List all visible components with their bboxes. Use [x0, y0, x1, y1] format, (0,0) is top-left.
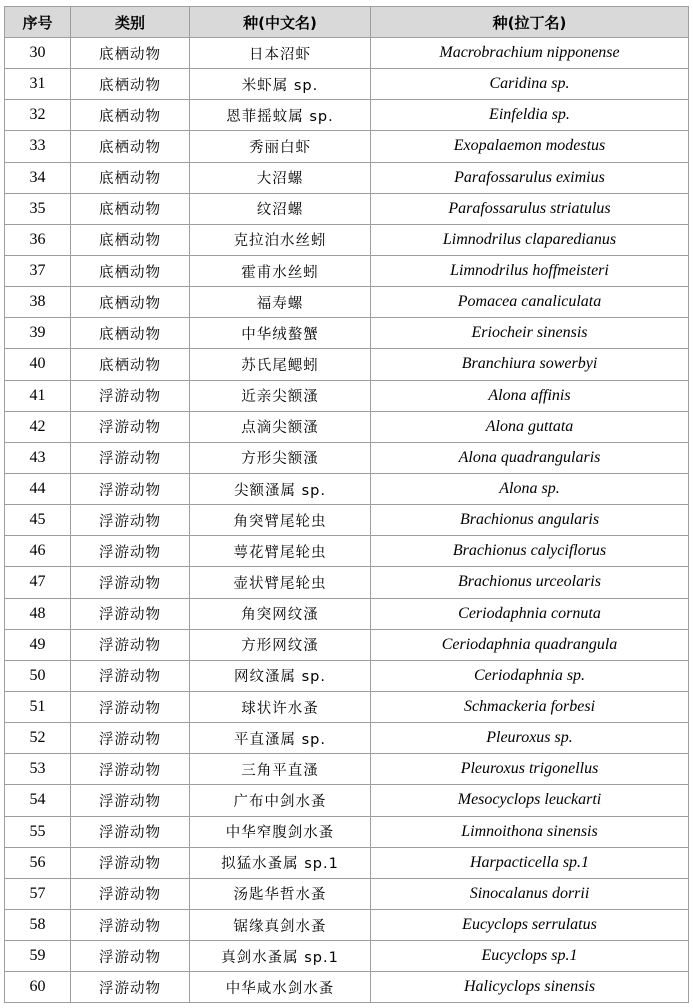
chinese-name-cell: 纹沼螺 — [190, 193, 371, 224]
category-cell: 浮游动物 — [71, 629, 190, 660]
serial-number-cell: 42 — [5, 411, 71, 442]
category-cell: 底栖动物 — [71, 224, 190, 255]
chinese-name-cell: 方形网纹溞 — [190, 629, 371, 660]
chinese-name-cell: 大沼螺 — [190, 162, 371, 193]
chinese-name-cell: 中华咸水剑水蚤 — [190, 972, 371, 1003]
latin-name-cell: Alona sp. — [371, 473, 689, 504]
table-row — [5, 941, 689, 972]
chinese-name-cell: 日本沼虾 — [190, 38, 371, 69]
category-cell: 底栖动物 — [71, 193, 190, 224]
serial-number-cell: 40 — [5, 349, 71, 380]
category-cell: 底栖动物 — [71, 162, 190, 193]
serial-number-cell: 60 — [5, 972, 71, 1003]
serial-number-cell: 59 — [5, 941, 71, 972]
latin-name-cell: Ceriodaphnia cornuta — [371, 598, 689, 629]
category-cell: 浮游动物 — [71, 691, 190, 722]
chinese-name-cell: 苏氏尾鳃蚓 — [190, 349, 371, 380]
category-cell: 浮游动物 — [71, 380, 190, 411]
category-cell: 浮游动物 — [71, 505, 190, 536]
category-cell: 浮游动物 — [71, 442, 190, 473]
latin-name-cell: Parafossarulus striatulus — [371, 193, 689, 224]
serial-number-cell: 30 — [5, 38, 71, 69]
latin-name-cell: Pleuroxus trigonellus — [371, 754, 689, 785]
category-cell: 底栖动物 — [71, 287, 190, 318]
table-row — [5, 505, 689, 536]
table-row — [5, 909, 689, 940]
chinese-name-cell: 三角平直溞 — [190, 754, 371, 785]
serial-number-cell: 36 — [5, 224, 71, 255]
latin-name-cell: Halicyclops sinensis — [371, 972, 689, 1003]
table-row — [5, 567, 689, 598]
category-cell: 浮游动物 — [71, 411, 190, 442]
chinese-name-cell: 中华绒螯蟹 — [190, 318, 371, 349]
table-row — [5, 318, 689, 349]
latin-name-cell: Limnodrilus hoffmeisteri — [371, 255, 689, 286]
header-serial-number: 序号 — [5, 7, 71, 38]
chinese-name-cell: 平直溞属 sp. — [190, 723, 371, 754]
latin-name-cell: Eucyclops serrulatus — [371, 909, 689, 940]
category-cell: 底栖动物 — [71, 100, 190, 131]
category-cell: 浮游动物 — [71, 816, 190, 847]
chinese-name-cell: 克拉泊水丝蚓 — [190, 224, 371, 255]
table-row — [5, 754, 689, 785]
serial-number-cell: 37 — [5, 255, 71, 286]
category-cell: 浮游动物 — [71, 972, 190, 1003]
latin-name-cell: Exopalaemon modestus — [371, 131, 689, 162]
serial-number-cell: 38 — [5, 287, 71, 318]
serial-number-cell: 31 — [5, 69, 71, 100]
latin-name-cell: Pomacea canaliculata — [371, 287, 689, 318]
serial-number-cell: 46 — [5, 536, 71, 567]
category-cell: 底栖动物 — [71, 255, 190, 286]
category-cell: 浮游动物 — [71, 660, 190, 691]
table-row — [5, 193, 689, 224]
chinese-name-cell: 萼花臂尾轮虫 — [190, 536, 371, 567]
serial-number-cell: 34 — [5, 162, 71, 193]
latin-name-cell: Alona quadrangularis — [371, 442, 689, 473]
table-row — [5, 287, 689, 318]
header-latin-name: 种(拉丁名) — [371, 7, 689, 38]
header-category: 类别 — [71, 7, 190, 38]
serial-number-cell: 49 — [5, 629, 71, 660]
chinese-name-cell: 中华窄腹剑水蚤 — [190, 816, 371, 847]
latin-name-cell: Ceriodaphnia quadrangula — [371, 629, 689, 660]
latin-name-cell: Alona affinis — [371, 380, 689, 411]
serial-number-cell: 55 — [5, 816, 71, 847]
table-body — [5, 38, 689, 1003]
table-row — [5, 536, 689, 567]
serial-number-cell: 47 — [5, 567, 71, 598]
latin-name-cell: Ceriodaphnia sp. — [371, 660, 689, 691]
latin-name-cell: Limnodrilus claparedianus — [371, 224, 689, 255]
table-row — [5, 691, 689, 722]
category-cell: 浮游动物 — [71, 536, 190, 567]
table-row — [5, 598, 689, 629]
chinese-name-cell: 角突网纹溞 — [190, 598, 371, 629]
header-row — [5, 7, 689, 38]
table-row — [5, 972, 689, 1003]
latin-name-cell: Schmackeria forbesi — [371, 691, 689, 722]
chinese-name-cell: 汤匙华哲水蚤 — [190, 878, 371, 909]
table-row — [5, 69, 689, 100]
chinese-name-cell: 真剑水蚤属 sp.1 — [190, 941, 371, 972]
chinese-name-cell: 角突臂尾轮虫 — [190, 505, 371, 536]
category-cell: 浮游动物 — [71, 754, 190, 785]
chinese-name-cell: 近亲尖额溞 — [190, 380, 371, 411]
category-cell: 浮游动物 — [71, 878, 190, 909]
chinese-name-cell: 霍甫水丝蚓 — [190, 255, 371, 286]
chinese-name-cell: 网纹溞属 sp. — [190, 660, 371, 691]
latin-name-cell: Parafossarulus eximius — [371, 162, 689, 193]
table-row — [5, 473, 689, 504]
latin-name-cell: Eucyclops sp.1 — [371, 941, 689, 972]
table-row — [5, 785, 689, 816]
category-cell: 浮游动物 — [71, 941, 190, 972]
chinese-name-cell: 秀丽白虾 — [190, 131, 371, 162]
latin-name-cell: Brachionus angularis — [371, 505, 689, 536]
category-cell: 底栖动物 — [71, 131, 190, 162]
chinese-name-cell: 福寿螺 — [190, 287, 371, 318]
category-cell: 浮游动物 — [71, 723, 190, 754]
chinese-name-cell: 方形尖额溞 — [190, 442, 371, 473]
serial-number-cell: 50 — [5, 660, 71, 691]
category-cell: 浮游动物 — [71, 598, 190, 629]
table-row — [5, 411, 689, 442]
category-cell: 底栖动物 — [71, 349, 190, 380]
chinese-name-cell: 拟猛水蚤属 sp.1 — [190, 847, 371, 878]
chinese-name-cell: 恩菲摇蚊属 sp. — [190, 100, 371, 131]
table-row — [5, 723, 689, 754]
chinese-name-cell: 米虾属 sp. — [190, 69, 371, 100]
chinese-name-cell: 球状许水蚤 — [190, 691, 371, 722]
category-cell: 底栖动物 — [71, 69, 190, 100]
species-table — [4, 6, 689, 1003]
latin-name-cell: Eriocheir sinensis — [371, 318, 689, 349]
table-row — [5, 255, 689, 286]
header-chinese-name: 种(中文名) — [190, 7, 371, 38]
chinese-name-cell: 尖额溞属 sp. — [190, 473, 371, 504]
latin-name-cell: Brachionus urceolaris — [371, 567, 689, 598]
category-cell: 底栖动物 — [71, 318, 190, 349]
table-row — [5, 878, 689, 909]
category-cell: 浮游动物 — [71, 785, 190, 816]
table-row — [5, 847, 689, 878]
table-header — [5, 7, 689, 38]
chinese-name-cell: 壶状臂尾轮虫 — [190, 567, 371, 598]
serial-number-cell: 39 — [5, 318, 71, 349]
chinese-name-cell: 点滴尖额溞 — [190, 411, 371, 442]
serial-number-cell: 51 — [5, 691, 71, 722]
table-row — [5, 162, 689, 193]
table-row — [5, 38, 689, 69]
serial-number-cell: 58 — [5, 909, 71, 940]
serial-number-cell: 45 — [5, 505, 71, 536]
serial-number-cell: 43 — [5, 442, 71, 473]
latin-name-cell: Sinocalanus dorrii — [371, 878, 689, 909]
latin-name-cell: Einfeldia sp. — [371, 100, 689, 131]
serial-number-cell: 48 — [5, 598, 71, 629]
table-row — [5, 100, 689, 131]
latin-name-cell: Pleuroxus sp. — [371, 723, 689, 754]
table-row — [5, 629, 689, 660]
table-row — [5, 349, 689, 380]
serial-number-cell: 32 — [5, 100, 71, 131]
latin-name-cell: Harpacticella sp.1 — [371, 847, 689, 878]
serial-number-cell: 57 — [5, 878, 71, 909]
chinese-name-cell: 锯缘真剑水蚤 — [190, 909, 371, 940]
serial-number-cell: 41 — [5, 380, 71, 411]
table-row — [5, 660, 689, 691]
latin-name-cell: Alona guttata — [371, 411, 689, 442]
chinese-name-cell: 广布中剑水蚤 — [190, 785, 371, 816]
category-cell: 浮游动物 — [71, 473, 190, 504]
category-cell: 浮游动物 — [71, 847, 190, 878]
serial-number-cell: 54 — [5, 785, 71, 816]
table-row — [5, 380, 689, 411]
serial-number-cell: 52 — [5, 723, 71, 754]
latin-name-cell: Branchiura sowerbyi — [371, 349, 689, 380]
table-row — [5, 442, 689, 473]
table-row — [5, 816, 689, 847]
category-cell: 浮游动物 — [71, 567, 190, 598]
table-row — [5, 224, 689, 255]
species-table-container — [4, 6, 689, 1003]
table-row — [5, 131, 689, 162]
serial-number-cell: 44 — [5, 473, 71, 504]
latin-name-cell: Caridina sp. — [371, 69, 689, 100]
serial-number-cell: 33 — [5, 131, 71, 162]
latin-name-cell: Limnoithona sinensis — [371, 816, 689, 847]
serial-number-cell: 53 — [5, 754, 71, 785]
serial-number-cell: 35 — [5, 193, 71, 224]
latin-name-cell: Macrobrachium nipponense — [371, 38, 689, 69]
serial-number-cell: 56 — [5, 847, 71, 878]
latin-name-cell: Mesocyclops leuckarti — [371, 785, 689, 816]
category-cell: 底栖动物 — [71, 38, 190, 69]
latin-name-cell: Brachionus calyciflorus — [371, 536, 689, 567]
category-cell: 浮游动物 — [71, 909, 190, 940]
